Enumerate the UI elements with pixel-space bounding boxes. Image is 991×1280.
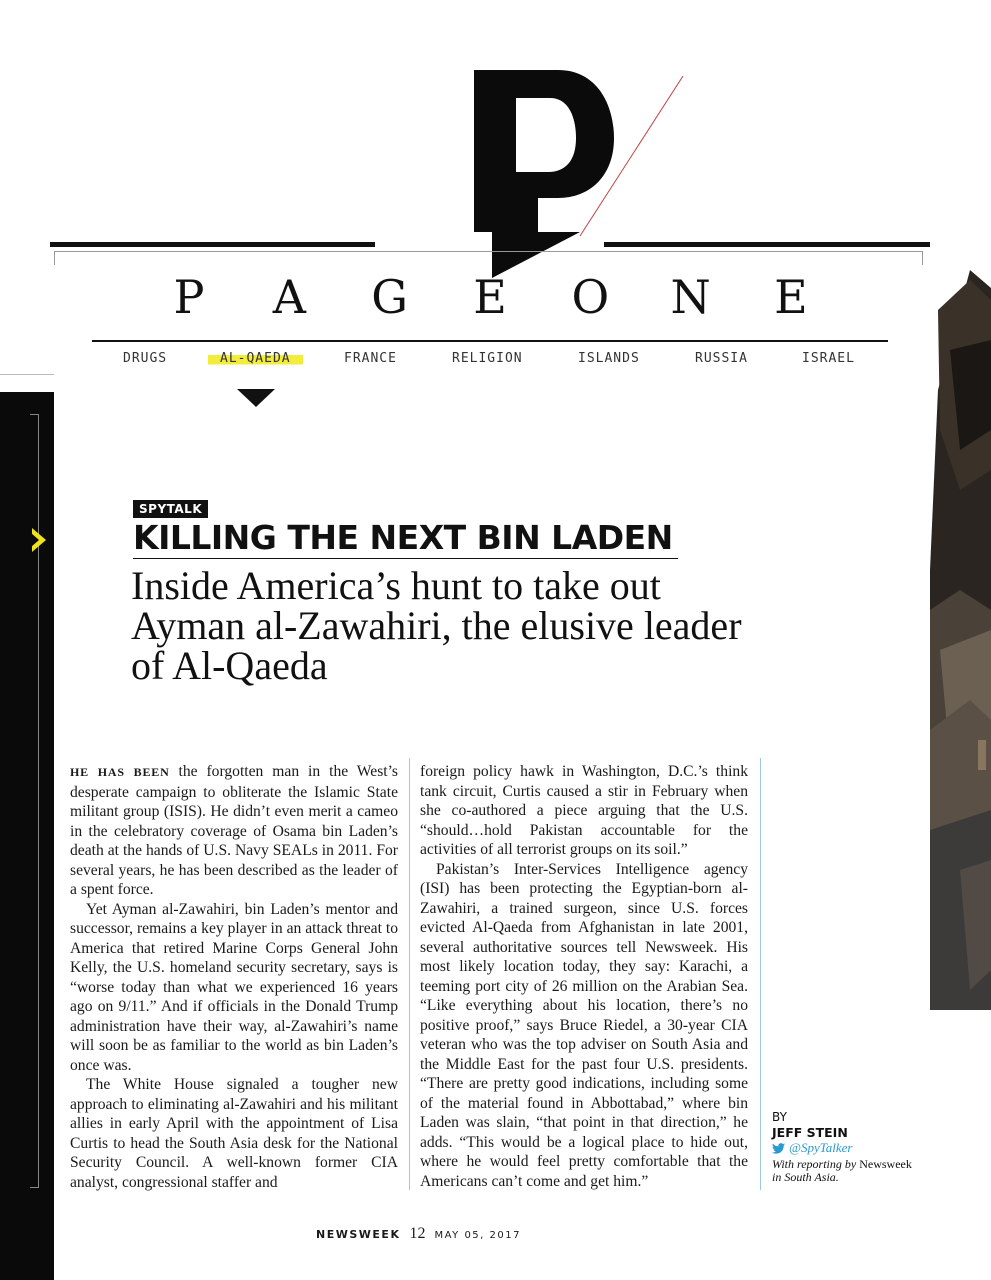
folio-date: MAY 05, 2017 — [434, 1230, 521, 1241]
header-thin-rule — [54, 251, 923, 252]
band-arrow-inner — [31, 533, 39, 547]
paragraph: The White House signaled a tougher new approach to eliminating al-Zawahiri and his militant allies in early April with the appointment of Lisa Curtis to head the South Asia desk for the National Security Council. A well-known former CIA analyst, congressional staffer and — [70, 1076, 398, 1191]
nav-item-israel[interactable]: ISRAEL — [802, 351, 855, 366]
title-letter: P — [173, 270, 205, 324]
byline-handle-text: @SpyTalker — [789, 1140, 853, 1155]
headline: KILLING THE NEXT BIN LADEN — [133, 518, 678, 559]
byline-note-rest: in South Asia. — [772, 1170, 839, 1184]
nav-item-islands[interactable]: ISLANDS — [578, 351, 640, 366]
nav-item-france[interactable]: FRANCE — [344, 351, 397, 366]
header-rule-left — [50, 242, 375, 247]
byline-note-magazine: Newsweek — [859, 1157, 912, 1171]
title-letter: E — [774, 270, 808, 324]
byline-note-italic: With reporting by — [772, 1157, 857, 1171]
left-black-band — [0, 392, 54, 1280]
folio — [316, 1225, 521, 1243]
byline — [772, 1110, 932, 1184]
folio-magazine: NEWSWEEK — [316, 1228, 401, 1241]
nav-active-pointer-icon — [237, 389, 275, 407]
folio-page-number: 12 — [409, 1225, 426, 1242]
lead-in: HE HAS BEEN — [70, 765, 170, 779]
column-divider — [409, 758, 410, 1190]
title-letter: O — [571, 270, 610, 324]
byline-handle[interactable] — [772, 1140, 932, 1156]
kicker-label: SPYTALK — [133, 500, 208, 518]
byline-note — [772, 1158, 932, 1184]
paragraph: Yet Ayman al-Zawahiri, bin Laden’s mentor and successor, remains a key player in an attack threat to America that retired Marine Corps General John Kelly, the U.S. homeland security secretary, says is “worse today than what we experienced 16 years ago on 9/11.” And if officials in the Donald Trump administration have their way, al-Zawahiri’s name will soon be as familiar to the world as bin Laden’s once was. — [70, 900, 398, 1074]
dek: Inside America’s hunt to take out Ayman al-Zawahiri, the elusive leader of Al-Qaeda — [131, 563, 742, 688]
title-letter: G — [371, 270, 409, 324]
header-tick-left — [54, 251, 55, 265]
column-divider — [760, 758, 761, 1190]
nav-item-religion[interactable]: RELIGION — [452, 351, 523, 366]
cover-photo-crop — [930, 270, 991, 1010]
article-column-1 — [70, 762, 398, 1192]
nav-item-drugs[interactable]: DRUGS — [123, 351, 168, 366]
paragraph-text: the forgotten man in the West’s desperate campaign to obliterate the Islamic State militant group (ISIS). He didn’t even merit a cameo in the celebratory coverage of Osama bin Laden’s death at the hands of U.S. Navy SEALs in 2011. For several years, he has been described as the leader of a spent force. — [70, 763, 398, 898]
nav-item-al-qaeda[interactable]: AL-QAEDA — [208, 351, 303, 366]
header-tick-right — [922, 251, 923, 265]
article-column-2 — [420, 762, 748, 1191]
nav-item-russia[interactable]: RUSSIA — [695, 351, 748, 366]
title-letter: A — [272, 270, 306, 324]
byline-author: JEFF STEIN — [772, 1125, 848, 1140]
header-rule-right — [604, 242, 930, 247]
section-nav — [92, 340, 888, 372]
page-one-title — [160, 270, 820, 324]
paragraph — [70, 762, 398, 900]
title-letter: E — [473, 270, 507, 324]
byline-by: BY — [772, 1110, 787, 1124]
paragraph: foreign policy hawk in Washington, D.C.’s think tank circuit, Curtis caused a stir in February when she co-authored a piece arguing that the U.S. “should…hold Pakistan accountable for the activities of all terrorist groups on its soil.” — [420, 763, 748, 858]
nav-bottom-rule — [0, 374, 54, 375]
twitter-bird-icon — [772, 1143, 785, 1154]
paragraph: Pakistan’s Inter-Services Intelligence agency (ISI) has been protecting the Egyptian-born al-Zawahiri, a trained surgeon, since U.S. forces evicted Al-Qaeda from Afghanistan in late 2001, several authoritative sources tell Newsweek. His most likely location today, they say: Karachi, a teeming port city of 26 million on the Arabian Sea. “Like everything about his location, there’s no positive proof,” says Bruce Riedel, a 30-year CIA veteran who was the top adviser on South Asia and the Middle East for the past four U.S. presidents. “There are pretty good indications, including some of the material found in Abbottabad,” where bin Laden was slain, “that point in that direction,” he adds. “This would be a logical place to hide out, where he would feel pretty comfortable that the Americans can’t come and get him.” — [420, 860, 748, 1190]
title-letter: N — [670, 270, 711, 324]
